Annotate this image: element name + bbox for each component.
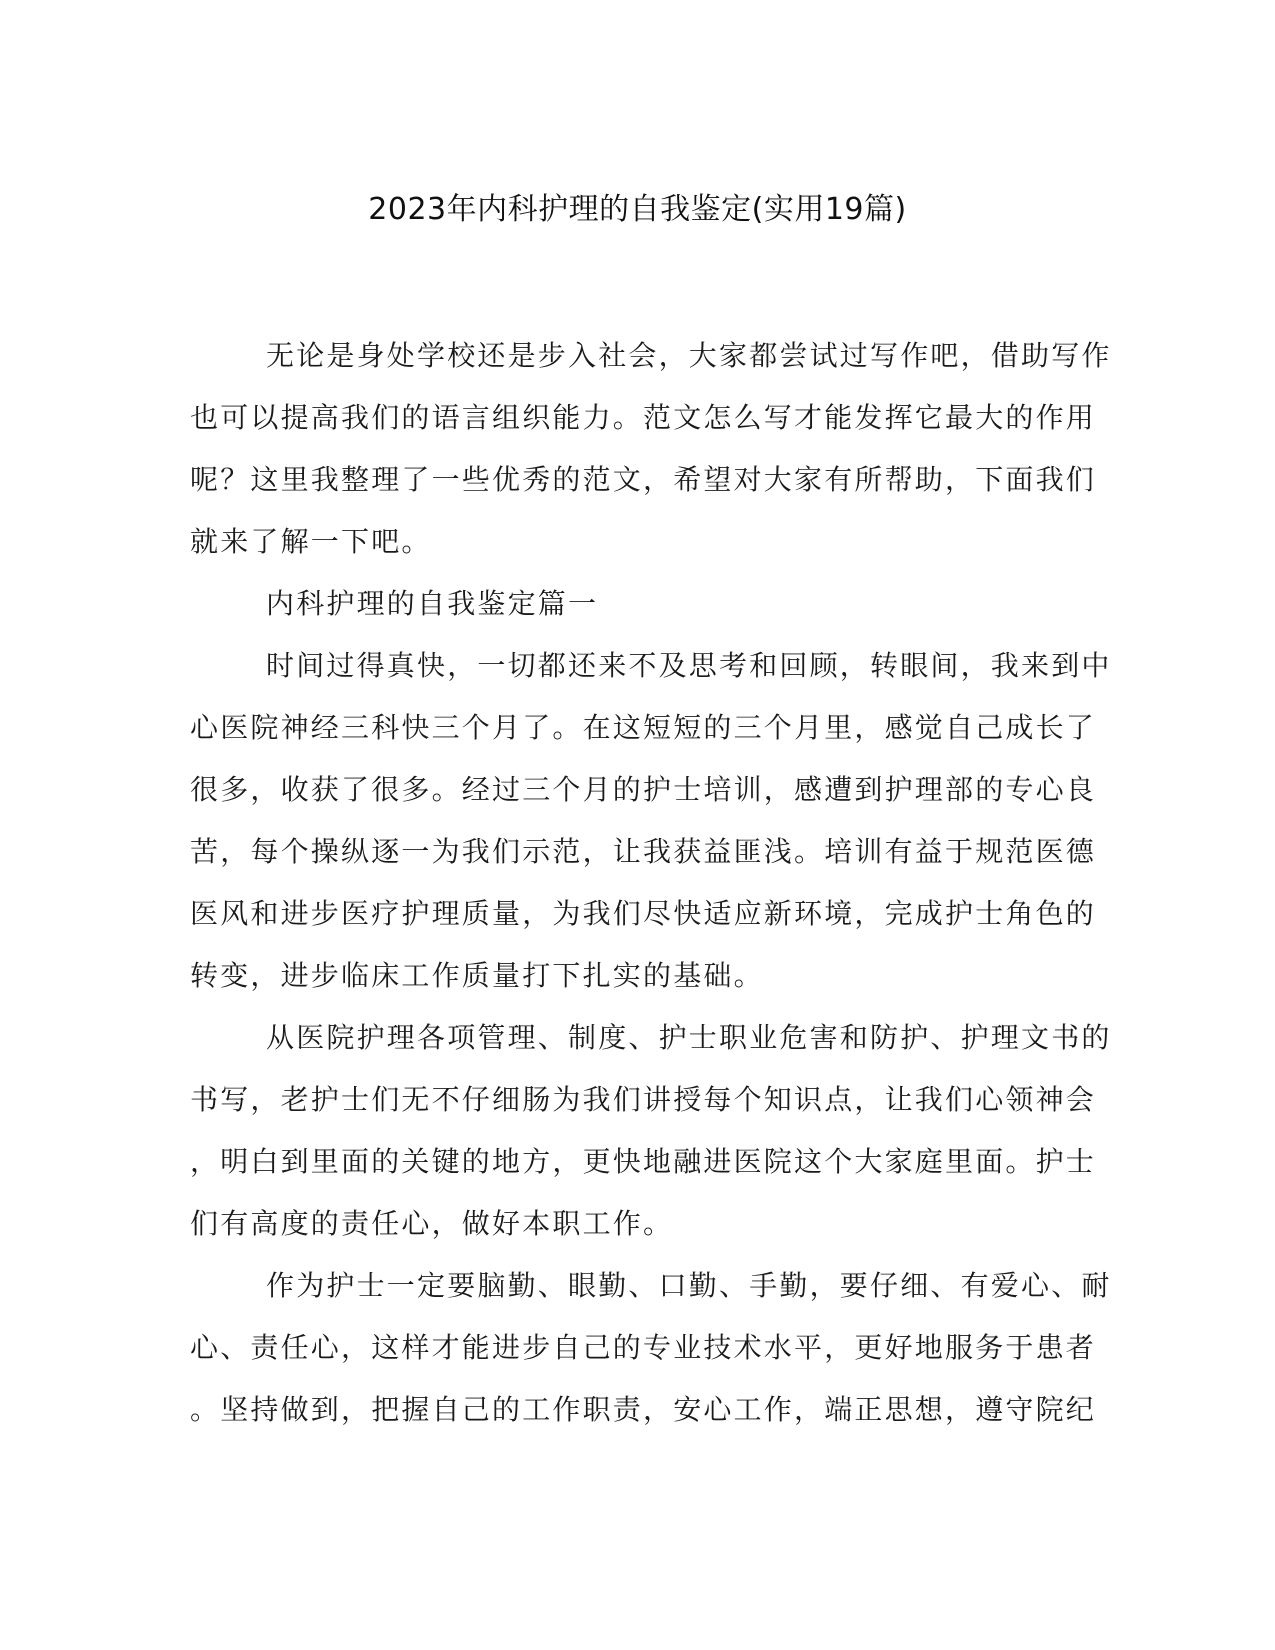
paragraph-line: 很多，收获了很多。经过三个月的护士培训，感遭到护理部的专心良 [190,773,1097,806]
paragraph-line: 从医院护理各项管理、制度、护士职业危害和防护、护理文书的 [266,1021,1112,1054]
paragraph-line: 作为护士一定要脑勤、眼勤、口勤、手勤，要仔细、有爱心、耐 [266,1269,1112,1302]
paragraph-line: 时间过得真快，一切都还来不及思考和回顾，转眼间，我来到中 [266,649,1112,682]
paragraph-line: 苦，每个操纵逐一为我们示范，让我获益匪浅。培训有益于规范医德 [190,835,1097,868]
paragraph-line: 就来了解一下吧。 [190,525,432,558]
paragraph-line: 。坚持做到，把握自己的工作职责，安心工作，端正思想，遵守院纪 [190,1393,1097,1426]
paragraph-line: 们有高度的责任心，做好本职工作。 [190,1207,674,1240]
paragraph-line: 书写，老护士们无不仔细肠为我们讲授每个知识点，让我们心领神会 [190,1083,1097,1116]
paragraph-line: ，明白到里面的关键的地方，更快地融进医院这个大家庭里面。护士 [190,1145,1097,1178]
paragraph-line: 也可以提高我们的语言组织能力。范文怎么写才能发挥它最大的作用 [190,401,1097,434]
paragraph-line: 无论是身处学校还是步入社会，大家都尝试过写作吧，借助写作 [266,339,1112,372]
paragraph-line: 转变，进步临床工作质量打下扎实的基础。 [190,959,764,992]
section-heading: 内科护理的自我鉴定篇一 [266,587,599,620]
paragraph-line: 医风和进步医疗护理质量，为我们尽快适应新环境，完成护士角色的 [190,897,1097,930]
paragraph-line: 心、责任心，这样才能进步自己的专业技术水平，更好地服务于患者 [190,1331,1097,1364]
paragraph-line: 心医院神经三科快三个月了。在这短短的三个月里，感觉自己成长了 [190,711,1097,744]
document-title: 2023年内科护理的自我鉴定(实用19篇) [368,192,907,227]
document-body [190,325,1112,1441]
paragraph-line: 呢？这里我整理了一些优秀的范文，希望对大家有所帮助，下面我们 [190,463,1097,496]
